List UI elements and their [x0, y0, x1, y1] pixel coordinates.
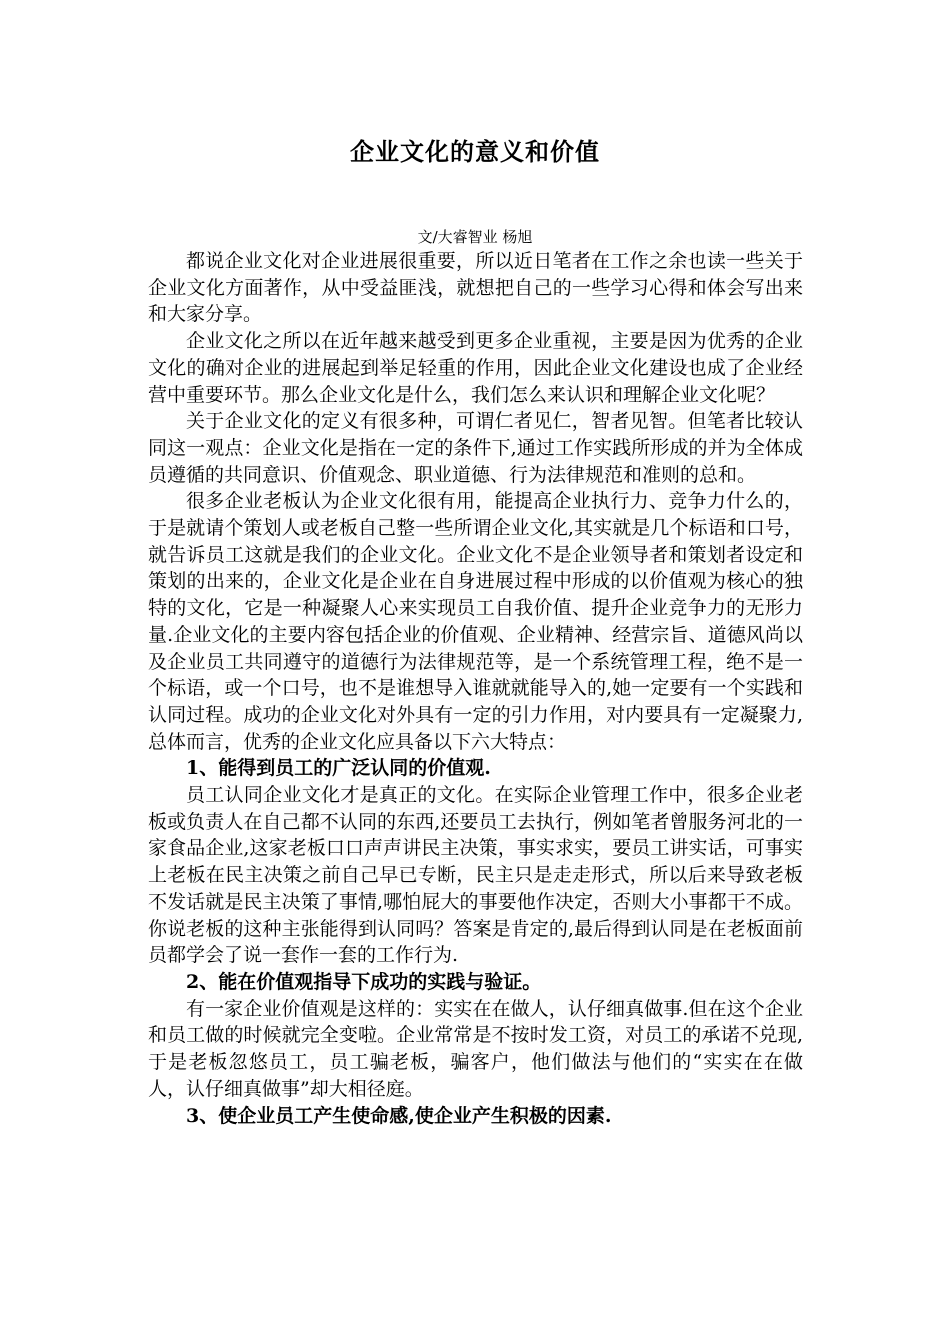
paragraph: 有一家企业价值观是这样的：实实在在做人，认仔细真做事.但在这个企业和员工做的时候就完全变啦。企业常常是不按时发工资，对员工的承诺不兑现,于是老板忽悠员工，员工骗老板，骗客户，他们做法与他们的“实实在在做人，认仔细真做事”却大相径庭。 — [148, 997, 803, 1100]
section-heading: 3、使企业员工产生使命感,使企业产生积极的因素. — [186, 1104, 612, 1127]
author-line: 文/大睿智业 杨旭 — [417, 228, 533, 246]
paragraph: 员工认同企业文化才是真正的文化。在实际企业管理工作中，很多企业老板或负责人在自己都不认同的东西,还要员工去执行，例如笔者曾服务河北的一家食品企业,这家老板口口声声讲民主决策，事实求实，要员工讲实话，可事实上老板在民主决策之前自己早已专断，民主只是走走形式，所以后来导致老板不发话就是民主决策了事情,哪怕屁大的事要他作决定，否则大小事都干不成。你说老板的这种主张能得到认同吗？答案是肯定的,最后得到认同是在老板面前员都学会了说一套作一套的工作行为. — [148, 784, 803, 967]
section-heading: 1、能得到员工的广泛认同的价值观. — [186, 757, 491, 780]
document-body — [148, 248, 803, 1129]
section-heading: 2、能在价值观指导下成功的实践与验证。 — [186, 970, 542, 993]
document-title: 企业文化的意义和价值 — [350, 138, 600, 166]
paragraph: 都说企业文化对企业进展很重要，所以近日笔者在工作之余也读一些关于企业文化方面著作，从中受益匪浅，就想把自己的一些学习心得和体会写出来和大家分享。 — [148, 250, 803, 326]
paragraph: 企业文化之所以在近年越来越受到更多企业重视，主要是因为优秀的企业文化的确对企业的进展起到举足轻重的作用，因此企业文化建设也成了企业经营中重要环节。那么企业文化是什么，我们怎么来认识和理解企业文化呢？ — [148, 330, 803, 406]
paragraph: 很多企业老板认为企业文化很有用，能提高企业执行力、竞争力什么的，于是就请个策划人或老板自己整一些所谓企业文化,其实就是几个标语和口号，就告诉员工这就是我们的企业文化。企业文化不是企业领导者和策划者设定和策划的出来的，企业文化是企业在自身进展过程中形成的以价值观为核心的独特的文化，它是一种凝聚人心来实现员工自我价值、提升企业竞争力的无形力量.企业文化的主要内容包括企业的价值观、企业精神、经营宗旨、道德风尚以及企业员工共同遵守的道德行为法律规范等，是一个系统管理工程，绝不是一个标语，或一个口号，也不是谁想导入谁就就能导入的,她一定要有一个实践和认同过程。成功的企业文化对外具有一定的引力作用，对内要具有一定凝聚力,总体而言，优秀的企业文化应具备以下六大特点： — [148, 490, 803, 753]
paragraph: 关于企业文化的定义有很多种，可谓仁者见仁，智者见智。但笔者比较认同这一观点：企业文化是指在一定的条件下,通过工作实践所形成的并为全体成员遵循的共同意识、价值观念、职业道德、行为法律规范和准则的总和。 — [148, 410, 803, 486]
